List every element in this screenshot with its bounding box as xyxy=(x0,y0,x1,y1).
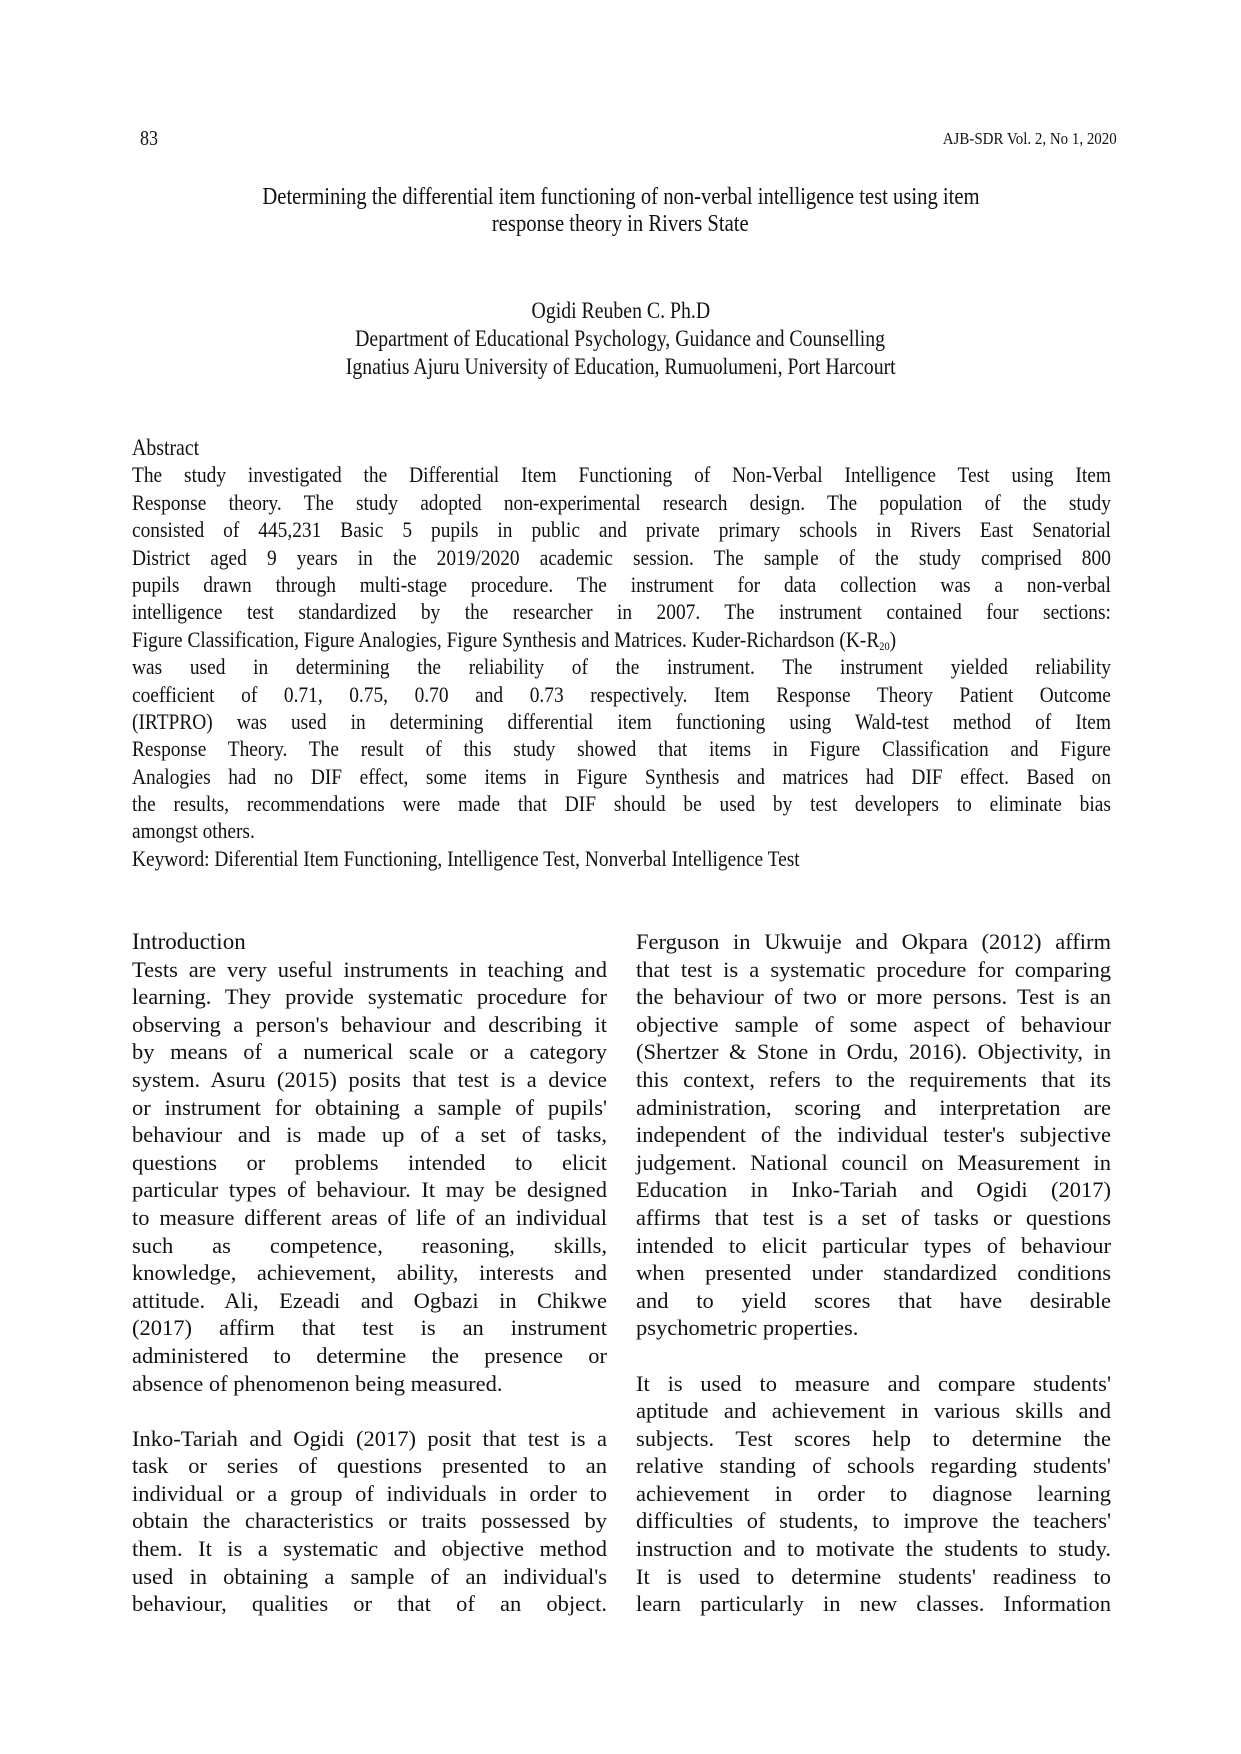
abstract-line: District aged 9 years in the 2019/2020 academic session. The sample of the study comprised 800 xyxy=(132,544,1111,570)
author-department: Department of Educational Psychology, Guidance and Counselling xyxy=(355,326,886,351)
text-line: Ferguson in Ukwuije and Okpara (2012) affirm xyxy=(636,929,1111,954)
right-paragraph-2 xyxy=(636,1370,1111,1618)
author-institution: Ignatius Ajuru University of Education, Rumuolumeni, Port Harcourt xyxy=(345,354,896,379)
text-line: aptitude and achievement in various skills and xyxy=(636,1398,1111,1424)
text-line: questions or problems intended to elicit xyxy=(132,1149,607,1175)
text-line: behaviour and is made up of a set of tasks, xyxy=(132,1122,607,1148)
text-line: affirms that test is a set of tasks or questions xyxy=(636,1204,1111,1230)
text-line: observing a person's behaviour and describing it xyxy=(132,1011,607,1037)
left-column xyxy=(132,928,607,1618)
text-line: instruction and to motivate the students to study. xyxy=(636,1536,1111,1562)
text-line: attitude. Ali, Ezeadi and Ogbazi in Chikwe xyxy=(132,1287,607,1313)
text-line: Tests are very useful instruments in teaching and xyxy=(132,956,607,982)
text-line: this context, refers to the requirements that its xyxy=(636,1066,1111,1092)
abstract-line: consisted of 445,231 Basic 5 pupils in public and private primary schools in Rivers East Senatorial xyxy=(132,517,1111,543)
text-line: knowledge, achievement, ability, interests and xyxy=(132,1260,607,1286)
author-name: Ogidi Reuben C. Ph.D xyxy=(531,298,710,323)
abstract-line xyxy=(132,626,1111,653)
abstract-line: amongst others. xyxy=(132,818,255,844)
text-line: individual or a group of individuals in order to xyxy=(132,1480,607,1506)
abstract-line: Response theory. The study adopted non-experimental research design. The population of the study xyxy=(132,489,1111,515)
kr-close-paren: ) xyxy=(889,626,897,652)
title-line-1: Determining the differential item functioning of non-verbal intelligence test using item xyxy=(261,184,980,210)
text-line: them. It is a systematic and objective method xyxy=(132,1536,607,1562)
abstract-line: the results, recommendations were made that DIF should be used by test developers to eliminate bias xyxy=(132,791,1111,817)
text-line: that test is a systematic procedure for comparing xyxy=(636,956,1111,982)
abstract-line: Analogies had no DIF effect, some items in Figure Synthesis and matrices had DIF effect. Based on xyxy=(132,763,1111,789)
text-line: independent of the individual tester's subjective xyxy=(636,1122,1111,1148)
text-line: learn particularly in new classes. Information xyxy=(636,1591,1111,1617)
text-line: particular types of behaviour. It may be designed xyxy=(132,1177,607,1203)
abstract-heading: Abstract xyxy=(132,435,200,460)
text-line: intended to elicit particular types of behaviour xyxy=(636,1232,1111,1258)
text-line: Education in Inko-Tariah and Ogidi (2017) xyxy=(636,1177,1111,1203)
text-line: or instrument for obtaining a sample of pupils' xyxy=(132,1094,607,1120)
text-line: It is used to measure and compare students' xyxy=(636,1370,1111,1396)
paper-title xyxy=(0,184,1241,238)
text-line: subjects. Test scores help to determine the xyxy=(636,1425,1111,1451)
introduction-heading: Introduction xyxy=(132,929,246,954)
text-line: to measure different areas of life of an individual xyxy=(132,1204,607,1230)
kr-subscript: 20 xyxy=(879,638,890,653)
text-line: relative standing of schools regarding students' xyxy=(636,1453,1111,1479)
paragraph-gap xyxy=(132,1397,607,1425)
text-line: used in obtaining a sample of an individual's xyxy=(132,1563,607,1589)
abstract-line: Response Theory. The result of this study showed that items in Figure Classification and Figure xyxy=(132,736,1111,762)
text-line: and to yield scores that have desirable xyxy=(636,1287,1111,1313)
text-line: administered to determine the presence or xyxy=(132,1342,607,1368)
text-line: judgement. National council on Measurement in xyxy=(636,1149,1111,1175)
abstract-line: pupils drawn through multi-stage procedure. The instrument for data collection was a non-verbal xyxy=(132,571,1111,597)
right-column xyxy=(636,928,1111,1618)
text-line: the behaviour of two or more persons. Test is an xyxy=(636,984,1111,1010)
text-line: difficulties of students, to improve the teachers' xyxy=(636,1508,1111,1534)
abstract-line-text: Figure Classification, Figure Analogies, Figure Synthesis and Matrices. Kuder-Richardson (K-R xyxy=(132,626,880,652)
text-line: psychometric properties. xyxy=(636,1315,859,1341)
abstract-line: coefficient of 0.71, 0.75, 0.70 and 0.73 respectively. Item Response Theory Patient Outcome xyxy=(132,681,1111,707)
keywords: Keyword: Diferential Item Functioning, Intelligence Test, Nonverbal Intelligence Test xyxy=(132,845,800,871)
text-line: administration, scoring and interpretation are xyxy=(636,1094,1111,1120)
text-line: when presented under standardized conditions xyxy=(636,1260,1111,1286)
text-line: absence of phenomenon being measured. xyxy=(132,1370,503,1396)
text-line: by means of a numerical scale or a category xyxy=(132,1039,607,1065)
author-block xyxy=(0,297,1241,381)
intro-paragraph-2 xyxy=(132,1425,607,1618)
right-paragraph-1 xyxy=(636,928,1111,1342)
paragraph-gap xyxy=(636,1342,1111,1370)
text-line: obtain the characteristics or traits possessed by xyxy=(132,1508,607,1534)
text-line: Inko-Tariah and Ogidi (2017) posit that test is a xyxy=(132,1425,607,1451)
page-number: 83 xyxy=(140,126,159,150)
abstract-line: The study investigated the Differential Item Functioning of Non-Verbal Intelligence Test using Item xyxy=(132,462,1111,488)
text-line: system. Asuru (2015) posits that test is a device xyxy=(132,1066,607,1092)
text-line: learning. They provide systematic procedure for xyxy=(132,984,607,1010)
journal-reference: AJB-SDR Vol. 2, No 1, 2020 xyxy=(942,129,1117,148)
abstract-line: was used in determining the reliability of the instrument. The instrument yielded reliability xyxy=(132,654,1111,680)
intro-paragraph-1 xyxy=(132,956,607,1398)
abstract-line: (IRTPRO) was used in determining differential item functioning using Wald-test method of Item xyxy=(132,708,1111,734)
text-line: (2017) affirm that test is an instrument xyxy=(132,1315,607,1341)
abstract-line: intelligence test standardized by the researcher in 2007. The instrument contained four sections: xyxy=(132,599,1111,625)
title-line-2: response theory in Rivers State xyxy=(492,211,749,237)
text-line: (Shertzer & Stone in Ordu, 2016). Objectivity, in xyxy=(636,1039,1111,1065)
text-line: such as competence, reasoning, skills, xyxy=(132,1232,607,1258)
text-line: behaviour, qualities or that of an object. xyxy=(132,1591,607,1617)
text-line: task or series of questions presented to an xyxy=(132,1453,607,1479)
text-line: objective sample of some aspect of behaviour xyxy=(636,1011,1111,1037)
abstract-section xyxy=(132,434,1111,872)
text-line: It is used to determine students' readiness to xyxy=(636,1563,1111,1589)
text-line: achievement in order to diagnose learning xyxy=(636,1480,1111,1506)
